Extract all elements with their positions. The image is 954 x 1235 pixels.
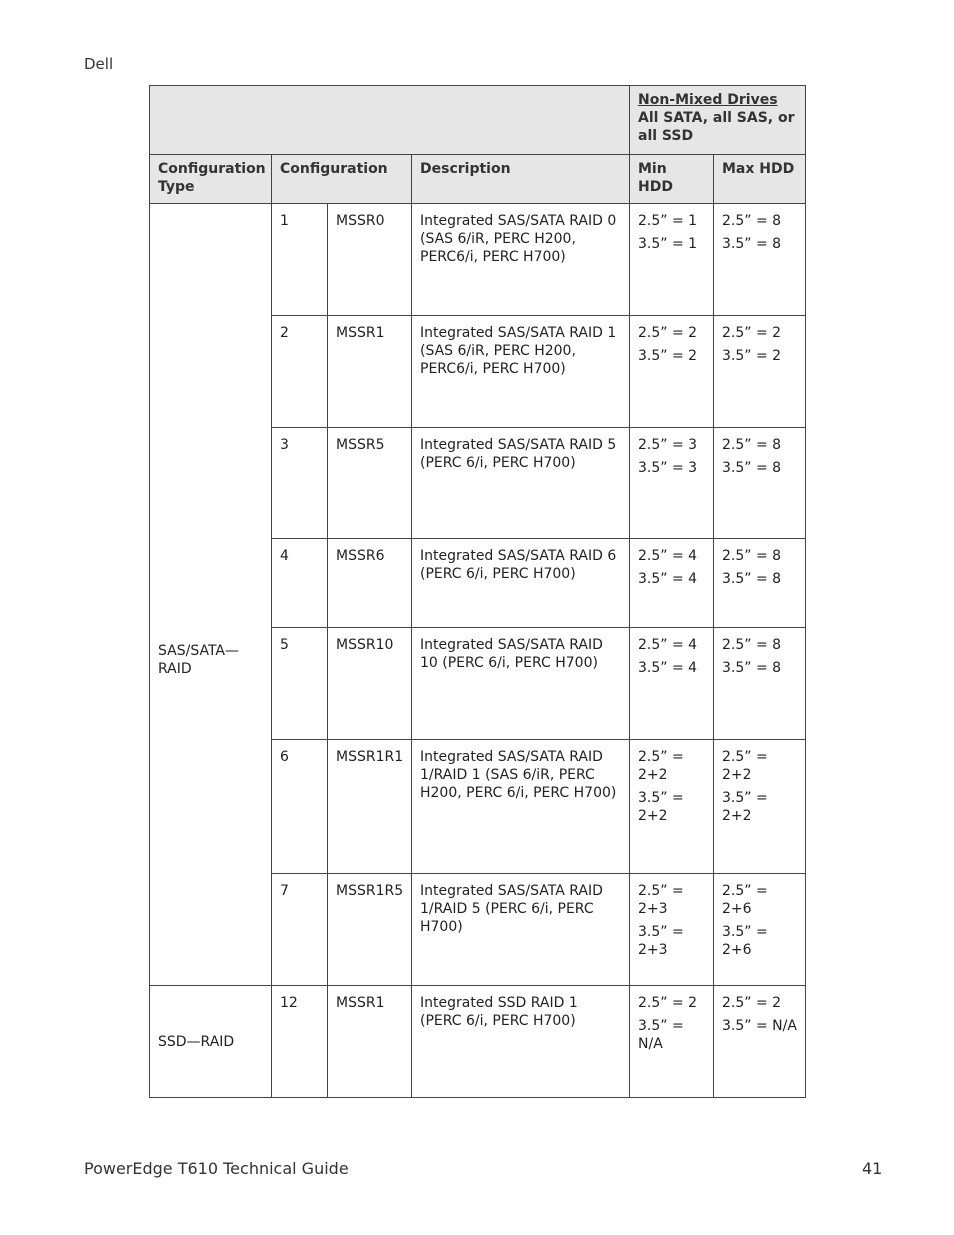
- config-code: MSSR1: [328, 316, 412, 428]
- max-hdd-value: 2.5” = 2: [722, 995, 782, 1011]
- configuration-table: [149, 85, 806, 1098]
- max-hdd-value: 3.5” = N/A: [722, 1018, 797, 1034]
- max-hdd-value: 3.5” = 2+6: [722, 924, 768, 958]
- min-hdd-value: 3.5” = 1: [638, 236, 698, 252]
- col-header-config-type: Configuration Type: [150, 155, 272, 204]
- max-hdd-value: 2.5” = 2+2: [722, 749, 768, 783]
- max-hdd-value: 2.5” = 8: [722, 548, 782, 564]
- min-hdd-value: 3.5” = 2+2: [638, 790, 684, 824]
- min-hdd-value: 3.5” = 4: [638, 660, 698, 676]
- min-hdd-value: 3.5” = 2+3: [638, 924, 684, 958]
- min-hdd-value: 2.5” = 4: [638, 548, 698, 564]
- min-hdd-value: 2.5” = 2: [638, 325, 698, 341]
- col-header-configuration: Configuration: [272, 155, 412, 204]
- max-hdd-value: 3.5” = 2: [722, 348, 782, 364]
- min-hdd-value: 3.5” = 3: [638, 460, 698, 476]
- config-description: Integrated SAS/SATA RAID 1 (SAS 6/iR, PERC H200, PERC6/i, PERC H700): [412, 316, 630, 428]
- max-hdd-cell: [714, 316, 806, 428]
- max-hdd-value: 3.5” = 8: [722, 460, 782, 476]
- min-hdd-value: 2.5” = 4: [638, 637, 698, 653]
- max-hdd-value: 3.5” = 8: [722, 571, 782, 587]
- max-hdd-value: 2.5” = 8: [722, 213, 782, 229]
- config-code: MSSR1: [328, 986, 412, 1098]
- header-blank-cell: [150, 86, 630, 155]
- config-description: Integrated SAS/SATA RAID 5 (PERC 6/i, PERC H700): [412, 428, 630, 539]
- config-type-sas-sata-raid: [150, 204, 272, 986]
- config-code: MSSR5: [328, 428, 412, 539]
- col-header-description: Description: [412, 155, 630, 204]
- config-description: Integrated SAS/SATA RAID 1/RAID 1 (SAS 6/iR, PERC H200, PERC 6/i, PERC H700): [412, 740, 630, 874]
- table-row: [150, 986, 806, 1098]
- min-hdd-value: 2.5” = 2: [638, 995, 698, 1011]
- min-hdd-cell: [630, 874, 714, 986]
- min-hdd-cell: [630, 316, 714, 428]
- config-code: MSSR1R5: [328, 874, 412, 986]
- min-hdd-value: 3.5” = N/A: [638, 1018, 684, 1052]
- config-number: 6: [272, 740, 328, 874]
- max-hdd-cell: [714, 539, 806, 628]
- config-number: 3: [272, 428, 328, 539]
- min-hdd-value: 3.5” = 4: [638, 571, 698, 587]
- config-code: MSSR6: [328, 539, 412, 628]
- min-hdd-value: 2.5” = 1: [638, 213, 698, 229]
- min-hdd-cell: [630, 986, 714, 1098]
- max-hdd-value: 3.5” = 2+2: [722, 790, 768, 824]
- config-type-label: SAS/SATA—RAID: [158, 642, 240, 677]
- col-header-max-hdd: Max HDD: [714, 155, 806, 204]
- min-hdd-value: 2.5” = 3: [638, 437, 698, 453]
- min-hdd-cell: [630, 428, 714, 539]
- config-type-label: SSD—RAID: [158, 1033, 235, 1050]
- max-hdd-cell: [714, 874, 806, 986]
- config-number: 5: [272, 628, 328, 740]
- max-hdd-value: 3.5” = 8: [722, 660, 782, 676]
- config-number: 12: [272, 986, 328, 1098]
- config-number: 4: [272, 539, 328, 628]
- min-hdd-cell: [630, 539, 714, 628]
- config-number: 1: [272, 204, 328, 316]
- max-hdd-value: 2.5” = 2+6: [722, 883, 768, 917]
- config-description: Integrated SSD RAID 1 (PERC 6/i, PERC H700): [412, 986, 630, 1098]
- non-mixed-drives-title: Non-Mixed Drives: [638, 92, 778, 108]
- col-header-min-hdd: Min HDD: [630, 155, 714, 204]
- config-description: Integrated SAS/SATA RAID 0 (SAS 6/iR, PERC H200, PERC6/i, PERC H700): [412, 204, 630, 316]
- max-hdd-value: 3.5” = 8: [722, 236, 782, 252]
- config-code: MSSR0: [328, 204, 412, 316]
- page-header-company: Dell: [84, 55, 114, 73]
- min-hdd-value: 2.5” = 2+2: [638, 749, 684, 783]
- config-description: Integrated SAS/SATA RAID 1/RAID 5 (PERC 6/i, PERC H700): [412, 874, 630, 986]
- config-number: 7: [272, 874, 328, 986]
- table-row: [150, 204, 806, 316]
- min-hdd-value: 3.5” = 2: [638, 348, 698, 364]
- min-hdd-cell: [630, 740, 714, 874]
- max-hdd-cell: [714, 204, 806, 316]
- non-mixed-drives-header: [630, 86, 806, 155]
- config-description: Integrated SAS/SATA RAID 10 (PERC 6/i, PERC H700): [412, 628, 630, 740]
- min-hdd-cell: [630, 628, 714, 740]
- min-hdd-cell: [630, 204, 714, 316]
- max-hdd-cell: [714, 986, 806, 1098]
- max-hdd-value: 2.5” = 8: [722, 637, 782, 653]
- config-number: 2: [272, 316, 328, 428]
- config-type-ssd-raid: [150, 986, 272, 1098]
- max-hdd-cell: [714, 428, 806, 539]
- config-code: MSSR10: [328, 628, 412, 740]
- non-mixed-drives-subtitle: All SATA, all SAS, or all SSD: [638, 110, 795, 144]
- footer-page-number: 41: [862, 1159, 883, 1178]
- config-description: Integrated SAS/SATA RAID 6 (PERC 6/i, PERC H700): [412, 539, 630, 628]
- max-hdd-value: 2.5” = 2: [722, 325, 782, 341]
- max-hdd-cell: [714, 740, 806, 874]
- config-code: MSSR1R1: [328, 740, 412, 874]
- max-hdd-value: 2.5” = 8: [722, 437, 782, 453]
- footer-document-title: PowerEdge T610 Technical Guide: [84, 1159, 349, 1178]
- min-hdd-value: 2.5” = 2+3: [638, 883, 684, 917]
- max-hdd-cell: [714, 628, 806, 740]
